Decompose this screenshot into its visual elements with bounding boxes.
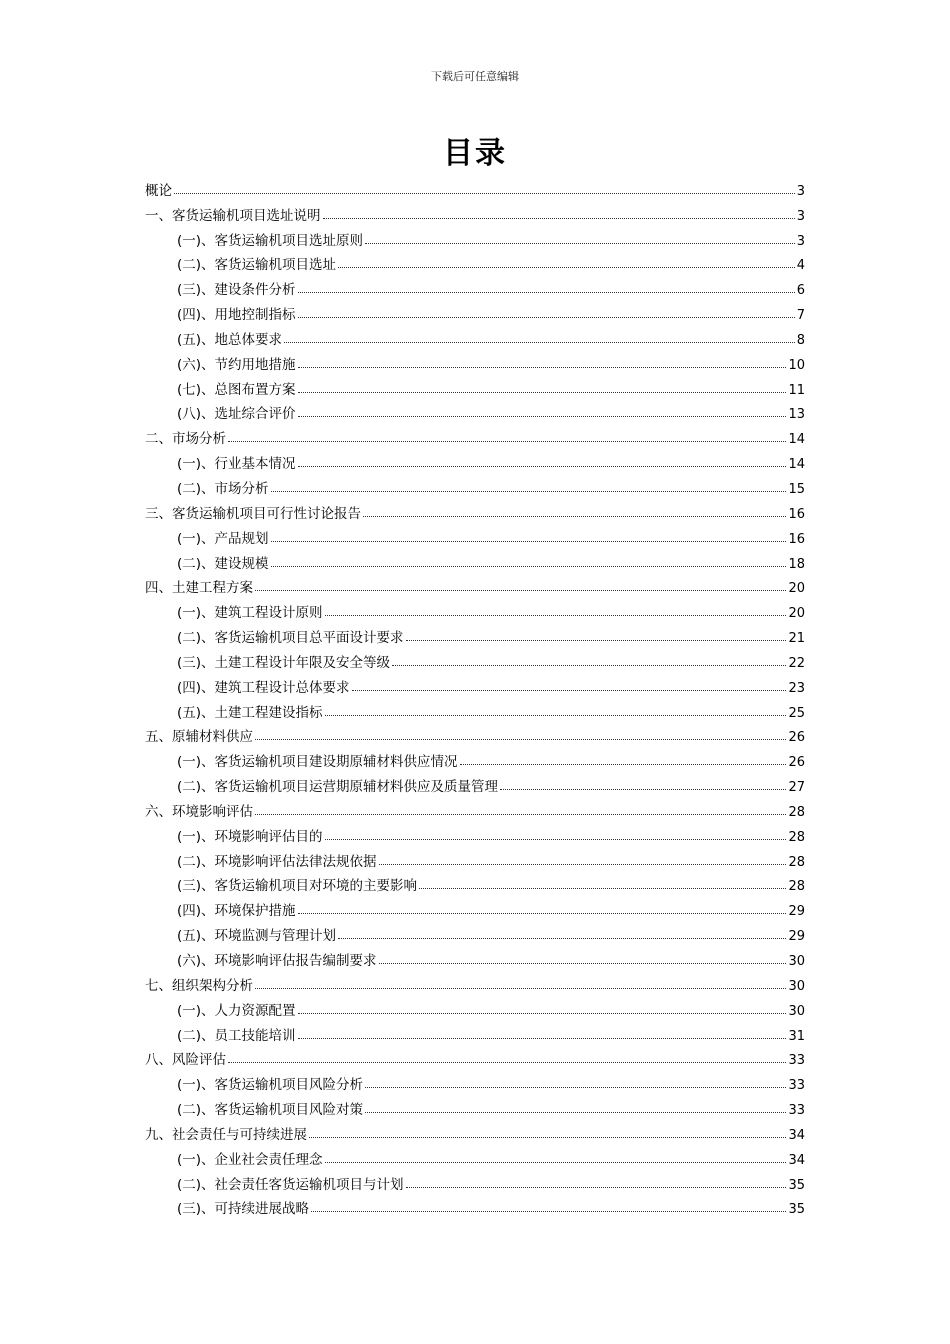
toc-dot-leader xyxy=(298,317,795,318)
toc-entry-label: (二)、环境影响评估法律法规依据 xyxy=(177,850,378,870)
toc-dot-leader xyxy=(311,1211,786,1212)
toc-dot-leader xyxy=(228,1062,786,1063)
toc-dot-leader xyxy=(365,1087,786,1088)
toc-entry[interactable] xyxy=(145,1143,805,1168)
toc-entry[interactable] xyxy=(145,919,805,944)
toc-entry[interactable] xyxy=(145,199,805,224)
toc-entry-page: 13 xyxy=(788,407,805,423)
toc-dot-leader xyxy=(365,243,795,244)
toc-entry[interactable] xyxy=(145,373,805,398)
toc-entry[interactable] xyxy=(145,298,805,323)
toc-entry-label: (三)、客货运输机项目对环境的主要影响 xyxy=(177,874,418,894)
toc-dot-leader xyxy=(325,1162,787,1163)
toc-entry-label: (二)、客货运输机项目风险对策 xyxy=(177,1098,364,1118)
toc-entry-page: 29 xyxy=(788,904,805,920)
toc-entry-page: 22 xyxy=(788,655,805,671)
toc-entry-page: 8 xyxy=(796,332,805,348)
table-of-contents xyxy=(145,174,805,1217)
toc-dot-leader xyxy=(392,665,786,666)
toc-dot-leader xyxy=(271,566,787,567)
toc-entry[interactable] xyxy=(145,745,805,770)
toc-entry-page: 33 xyxy=(788,1053,805,1069)
toc-entry-label: (三)、可持续进展战略 xyxy=(177,1197,310,1217)
toc-entry-page: 28 xyxy=(788,804,805,820)
toc-dot-leader xyxy=(271,541,787,542)
toc-entry[interactable] xyxy=(145,1093,805,1118)
toc-dot-leader xyxy=(365,1112,786,1113)
toc-entry-page: 15 xyxy=(788,481,805,497)
toc-entry-page: 7 xyxy=(796,308,805,324)
toc-entry-page: 25 xyxy=(788,705,805,721)
toc-entry-label: (三)、建设条件分析 xyxy=(177,278,297,298)
toc-entry-page: 29 xyxy=(788,929,805,945)
toc-entry[interactable] xyxy=(145,1068,805,1093)
toc-dot-leader xyxy=(325,615,787,616)
toc-dot-leader xyxy=(298,292,795,293)
toc-entry-page: 26 xyxy=(788,755,805,771)
toc-entry-page: 3 xyxy=(796,233,805,249)
toc-dot-leader xyxy=(325,839,787,840)
toc-entry-label: (二)、客货运输机项目运营期原辅材料供应及质量管理 xyxy=(177,775,499,795)
toc-title: 目录 xyxy=(443,136,507,171)
toc-entry-page: 26 xyxy=(788,730,805,746)
toc-dot-leader xyxy=(419,888,786,889)
toc-entry-page: 35 xyxy=(788,1177,805,1193)
toc-entry-label: 一、客货运输机项目选址说明 xyxy=(145,204,322,224)
toc-entry-label: 概论 xyxy=(145,179,173,199)
toc-entry[interactable] xyxy=(145,522,805,547)
toc-entry-label: (一)、环境影响评估目的 xyxy=(177,825,324,845)
toc-entry-label: (二)、建设规模 xyxy=(177,552,270,572)
toc-entry-label: (六)、环境影响评估报告编制要求 xyxy=(177,949,378,969)
toc-dot-leader xyxy=(379,864,787,865)
toc-dot-leader xyxy=(255,590,786,591)
toc-entry-page: 30 xyxy=(788,978,805,994)
toc-entry[interactable] xyxy=(145,994,805,1019)
toc-entry-label: (二)、市场分析 xyxy=(177,477,270,497)
toc-dot-leader xyxy=(298,416,787,417)
toc-entry-page: 16 xyxy=(788,531,805,547)
toc-dot-leader xyxy=(271,491,787,492)
toc-entry-label: 六、环境影响评估 xyxy=(145,800,254,820)
toc-dot-leader xyxy=(379,963,787,964)
toc-entry[interactable] xyxy=(145,447,805,472)
toc-entry-page: 28 xyxy=(788,829,805,845)
toc-entry[interactable] xyxy=(145,795,805,820)
toc-dot-leader xyxy=(363,516,786,517)
toc-entry-label: 三、客货运输机项目可行性讨论报告 xyxy=(145,502,362,522)
toc-dot-leader xyxy=(255,739,786,740)
toc-entry-label: (一)、企业社会责任理念 xyxy=(177,1148,324,1168)
toc-dot-leader xyxy=(255,988,786,989)
toc-dot-leader xyxy=(406,640,787,641)
toc-entry-page: 30 xyxy=(788,954,805,969)
toc-entry-page: 28 xyxy=(788,854,805,870)
toc-entry-page: 23 xyxy=(788,680,805,696)
toc-entry[interactable] xyxy=(145,572,805,597)
toc-entry-page: 27 xyxy=(788,780,805,796)
toc-entry-page: 14 xyxy=(788,457,805,473)
toc-entry-page: 34 xyxy=(788,1152,805,1168)
toc-dot-leader xyxy=(298,466,787,467)
toc-entry-page: 10 xyxy=(788,357,805,373)
toc-entry[interactable] xyxy=(145,547,805,572)
toc-entry-label: (三)、土建工程设计年限及安全等级 xyxy=(177,651,391,671)
toc-entry-label: (八)、选址综合评价 xyxy=(177,402,297,422)
toc-entry-label: (一)、人力资源配置 xyxy=(177,999,297,1019)
toc-entry-label: (六)、节约用地措施 xyxy=(177,353,297,373)
toc-dot-leader xyxy=(323,218,795,219)
toc-dot-leader xyxy=(298,392,787,393)
toc-entry[interactable] xyxy=(145,422,805,447)
toc-entry-page: 18 xyxy=(788,556,805,572)
toc-dot-leader xyxy=(406,1187,787,1188)
toc-entry[interactable] xyxy=(145,894,805,919)
toc-entry[interactable] xyxy=(145,1193,805,1218)
toc-entry[interactable] xyxy=(145,870,805,895)
toc-entry-page: 6 xyxy=(796,283,805,299)
toc-entry-label: (二)、客货运输机项目总平面设计要求 xyxy=(177,626,405,646)
toc-entry-label: (一)、行业基本情况 xyxy=(177,452,297,472)
toc-dot-leader xyxy=(309,1137,786,1138)
toc-entry-label: 七、组织架构分析 xyxy=(145,974,254,994)
toc-entry-page: 28 xyxy=(788,879,805,895)
toc-entry[interactable] xyxy=(145,348,805,373)
toc-entry-page: 30 xyxy=(788,1003,805,1019)
toc-entry[interactable] xyxy=(145,671,805,696)
toc-entry[interactable] xyxy=(145,621,805,646)
toc-entry-label: (一)、建筑工程设计原则 xyxy=(177,601,324,621)
toc-entry[interactable] xyxy=(145,1019,805,1044)
toc-entry[interactable] xyxy=(145,1168,805,1193)
toc-entry-label: (五)、环境监测与管理计划 xyxy=(177,924,337,944)
toc-entry-label: (二)、客货运输机项目选址 xyxy=(177,253,337,273)
toc-entry[interactable] xyxy=(145,398,805,423)
toc-entry-label: (一)、客货运输机项目建设期原辅材料供应情况 xyxy=(177,750,459,770)
toc-entry[interactable] xyxy=(145,1044,805,1069)
toc-entry-page: 3 xyxy=(796,183,805,199)
toc-dot-leader xyxy=(338,938,786,939)
toc-entry[interactable] xyxy=(145,273,805,298)
toc-entry-page: 11 xyxy=(788,382,805,398)
toc-entry-label: (一)、产品规划 xyxy=(177,527,270,547)
toc-entry[interactable] xyxy=(145,174,805,199)
toc-entry[interactable] xyxy=(145,249,805,274)
toc-entry-page: 21 xyxy=(788,631,805,647)
toc-entry[interactable] xyxy=(145,696,805,721)
header-note: 下载后可任意编辑 xyxy=(431,70,519,83)
toc-entry-page: 35 xyxy=(788,1202,805,1218)
toc-entry[interactable] xyxy=(145,323,805,348)
toc-dot-leader xyxy=(298,1013,787,1014)
toc-entry-label: (二)、社会责任客货运输机项目与计划 xyxy=(177,1173,405,1193)
toc-entry-label: 八、风险评估 xyxy=(145,1048,227,1068)
toc-entry[interactable] xyxy=(145,596,805,621)
toc-entry-label: (四)、建筑工程设计总体要求 xyxy=(177,676,351,696)
toc-entry-page: 33 xyxy=(788,1103,805,1119)
toc-entry-page: 31 xyxy=(788,1028,805,1044)
toc-entry[interactable] xyxy=(145,224,805,249)
toc-entry[interactable] xyxy=(145,820,805,845)
toc-entry-label: (四)、环境保护措施 xyxy=(177,899,297,919)
toc-entry-page: 14 xyxy=(788,432,805,448)
toc-entry-label: (一)、客货运输机项目选址原则 xyxy=(177,229,364,249)
toc-entry-label: 四、土建工程方案 xyxy=(145,576,254,596)
toc-dot-leader xyxy=(460,764,787,765)
toc-dot-leader xyxy=(298,1038,787,1039)
toc-entry-label: (一)、客货运输机项目风险分析 xyxy=(177,1073,364,1093)
toc-entry-page: 33 xyxy=(788,1078,805,1094)
toc-entry-label: 五、原辅材料供应 xyxy=(145,725,254,745)
toc-dot-leader xyxy=(325,715,787,716)
toc-dot-leader xyxy=(228,441,786,442)
toc-dot-leader xyxy=(338,267,795,268)
toc-dot-leader xyxy=(298,913,787,914)
toc-dot-leader xyxy=(298,367,787,368)
toc-entry-page: 20 xyxy=(788,606,805,622)
toc-entry-label: 九、社会责任与可持续进展 xyxy=(145,1123,308,1143)
toc-entry-label: (二)、员工技能培训 xyxy=(177,1024,297,1044)
toc-entry-page: 34 xyxy=(788,1127,805,1143)
toc-entry[interactable] xyxy=(145,472,805,497)
toc-entry-label: (四)、用地控制指标 xyxy=(177,303,297,323)
toc-dot-leader xyxy=(500,789,786,790)
toc-entry-page: 3 xyxy=(796,208,805,224)
toc-entry-page: 20 xyxy=(788,581,805,597)
toc-entry[interactable] xyxy=(145,497,805,522)
toc-dot-leader xyxy=(255,814,786,815)
toc-entry-label: 二、市场分析 xyxy=(145,427,227,447)
toc-entry[interactable] xyxy=(145,944,805,969)
toc-entry[interactable] xyxy=(145,845,805,870)
toc-entry-page: 16 xyxy=(788,506,805,522)
toc-entry[interactable] xyxy=(145,969,805,994)
toc-entry-page: 4 xyxy=(796,258,805,274)
toc-dot-leader xyxy=(284,342,795,343)
toc-entry-label: (七)、总图布置方案 xyxy=(177,378,297,398)
toc-entry[interactable] xyxy=(145,770,805,795)
toc-dot-leader xyxy=(174,193,795,194)
toc-entry-label: (五)、土建工程建设指标 xyxy=(177,701,324,721)
toc-entry[interactable] xyxy=(145,646,805,671)
toc-entry[interactable] xyxy=(145,721,805,746)
toc-entry[interactable] xyxy=(145,1118,805,1143)
toc-dot-leader xyxy=(352,690,787,691)
toc-entry-label: (五)、地总体要求 xyxy=(177,328,283,348)
